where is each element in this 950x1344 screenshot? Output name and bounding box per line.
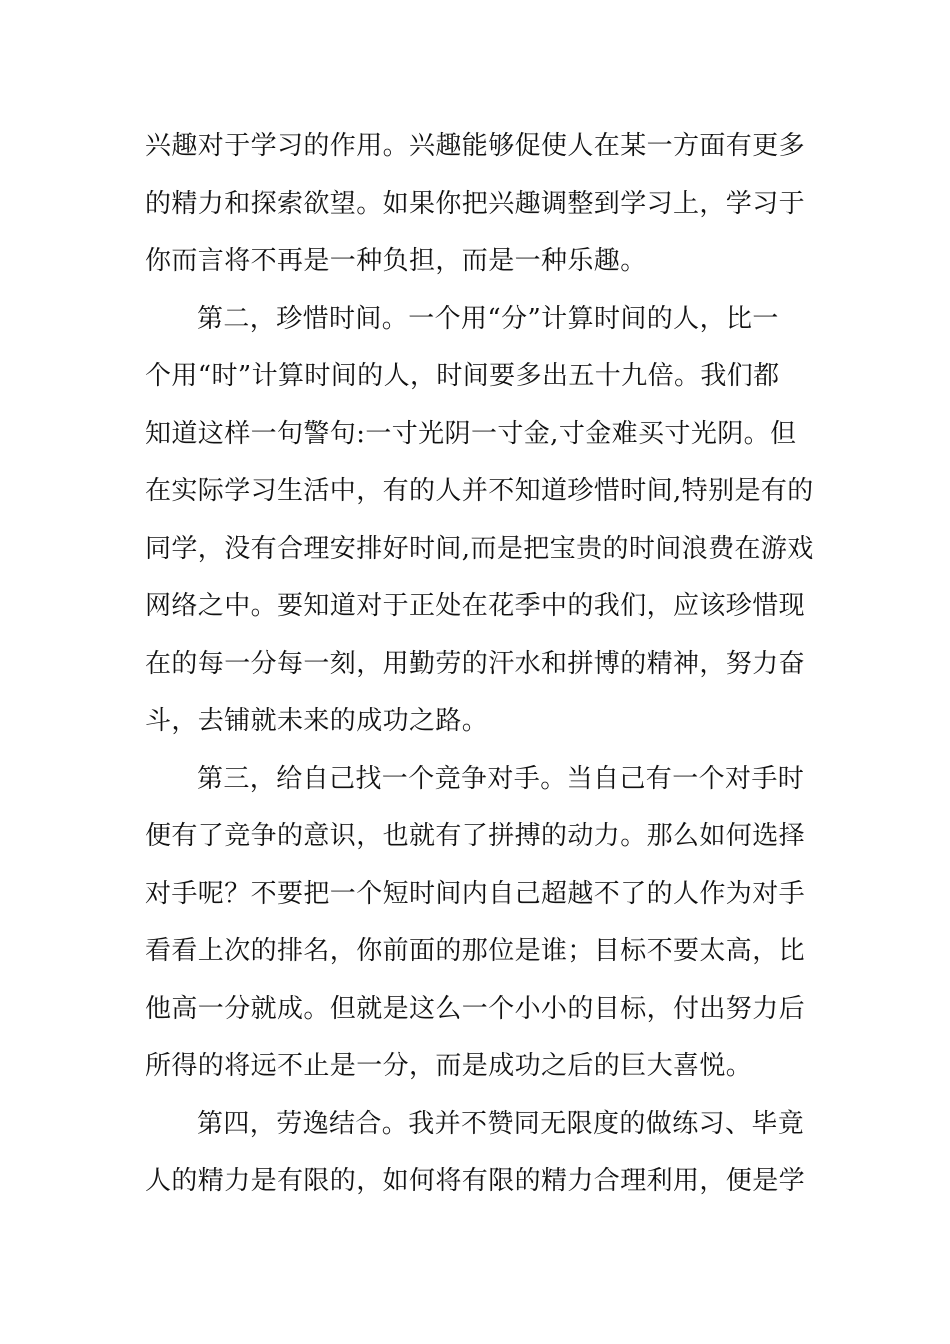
text-line: 兴趣对于学习的作用。兴趣能够促使人在某一方面有更多: [145, 131, 806, 161]
text-line: 在实际学习生活中，有的人并不知道珍惜时间,特别是有的: [145, 476, 814, 506]
text-line: 第三，给自己找一个竞争对手。当自己有一个对手时: [197, 763, 805, 794]
text-line: 第四，劳逸结合。我并不赞同无限度的做练习、毕竟: [197, 1108, 805, 1139]
text-line: 个用“时”计算时间的人，时间要多出五十九倍。我们都: [145, 361, 780, 391]
text-line: 看看上次的排名，你前面的那位是谁；目标不要太高，比: [145, 936, 806, 966]
text-line: 所得的将远不止是一分，而是成功之后的巨大喜悦。: [145, 1051, 753, 1081]
text-line: 你而言将不再是一种负担，而是一种乐趣。: [145, 246, 647, 276]
paragraph-work-rest-balance: [145, 1096, 815, 1211]
text-line: 第二，珍惜时间。一个用“分”计算时间的人，比一: [197, 303, 779, 334]
text-line: 知道这样一句警句:一寸光阴一寸金,寸金难买寸光阴。但: [145, 418, 797, 449]
text-line: 对手呢？不要把一个短时间内自己超越不了的人作为对手: [145, 878, 806, 909]
text-line: 在的每一分每一刻，用勤劳的汗水和拼博的精神，努力奋: [145, 648, 806, 679]
paragraph-interest-conclusion: [145, 118, 815, 291]
text-line: 人的精力是有限的，如何将有限的精力合理利用，便是学: [145, 1166, 806, 1196]
body-text: [145, 118, 815, 1211]
text-line: 同学，没有合理安排好时间,而是把宝贵的时间浪费在游戏: [145, 533, 814, 564]
text-line: 便有了竞争的意识，也就有了拼搏的动力。那么如何选择: [145, 821, 806, 851]
paragraph-cherish-time: [145, 291, 815, 751]
text-line: 的精力和探索欲望。如果你把兴趣调整到学习上，学习于: [145, 188, 806, 219]
text-line: 他高一分就成。但就是这么一个小小的目标，付出努力后: [145, 993, 806, 1024]
paragraph-find-competitor: [145, 751, 815, 1096]
text-line: 网络之中。要知道对于正处在花季中的我们，应该珍惜现: [145, 591, 806, 621]
text-line: 斗，去铺就未来的成功之路。: [145, 706, 489, 736]
